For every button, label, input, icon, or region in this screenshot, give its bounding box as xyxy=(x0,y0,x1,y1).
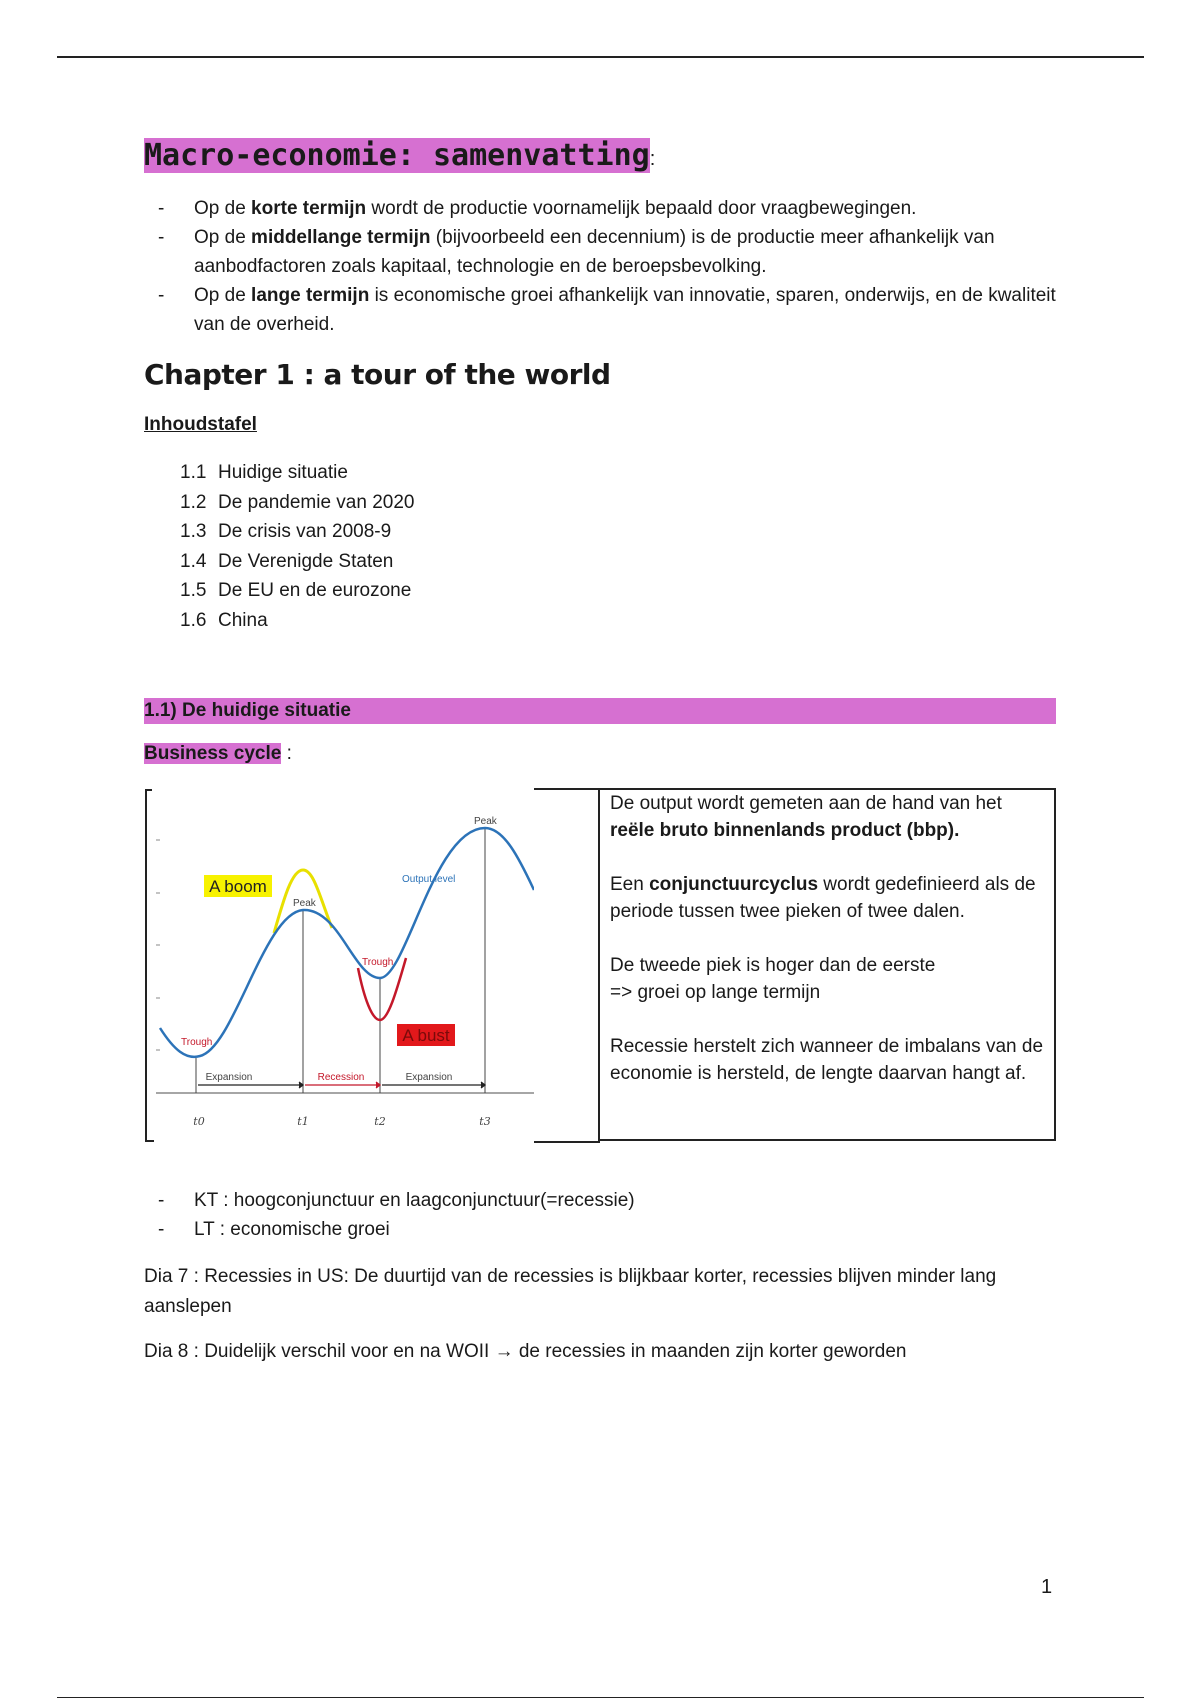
list-item: - LT : economische groei xyxy=(144,1215,1064,1244)
intro-list xyxy=(144,194,1064,339)
business-cycle-chart xyxy=(144,788,534,1143)
bust-label: A bust xyxy=(402,1026,450,1045)
toc-title: Inhoudstafel xyxy=(144,414,257,435)
summary-list xyxy=(144,1186,1064,1244)
list-item: - KT : hoogconjunctuur en laagconjunctuur(=recessie) xyxy=(144,1186,1064,1215)
business-cycle-heading: Business cycle : xyxy=(144,743,292,764)
trough-label: Trough xyxy=(181,1037,213,1048)
output-curve xyxy=(160,828,534,1057)
header-rule xyxy=(57,56,1144,58)
peak-label: Peak xyxy=(474,816,497,827)
x-tick-label: t1 xyxy=(297,1115,309,1128)
toc-item: 1.6 China xyxy=(180,609,268,631)
explanation-cell xyxy=(598,788,1056,1141)
toc-item: 1.3 De crisis van 2008-9 xyxy=(180,521,392,542)
business-cycle-figure xyxy=(144,788,1056,1143)
toc-item: 1.2 De pandemie van 2020 xyxy=(180,491,415,513)
list-item: - Op de middellange termijn (bijvoorbeeld een decennium) is de productie meer afhankelijk van aanbodfactoren zoals kapitaal, technologie en de beroepsbevolking. xyxy=(144,223,1064,281)
footer-rule xyxy=(57,1697,1144,1698)
paragraph-dia-7: Dia 7 : Recessies in US: De duurtijd van de recessies is blijkbaar korter, recessies blijven minder lang aanslepen xyxy=(144,1266,997,1317)
paragraph-dia-8: Dia 8 : Duidelijk verschil voor en na WOII → de recessies in maanden zijn korter geworden xyxy=(144,1341,907,1362)
explanation-paragraph: Een conjunctuurcyclus wordt gedefinieerd als de periode tussen twee pieken of twee dalen. xyxy=(610,874,1036,922)
explanation-paragraph: De output wordt gemeten aan de hand van het reële bruto binnenlands product (bbp). xyxy=(610,793,1002,841)
chart-svg xyxy=(144,788,534,1143)
trough-label: Trough xyxy=(362,957,394,968)
x-tick-label: t2 xyxy=(374,1115,386,1128)
table-border xyxy=(534,788,600,790)
chapter-title: Chapter 1 : a tour of the world xyxy=(144,358,611,391)
page-number: 1 xyxy=(1041,1576,1053,1598)
peak-label: Peak xyxy=(293,898,316,909)
toc-item: 1.5 De EU en de eurozone xyxy=(180,580,412,601)
output-level-label: Output level xyxy=(402,874,456,885)
phase-label: Recession xyxy=(317,1072,365,1083)
toc-item: 1.1 Huidige situatie xyxy=(180,462,348,483)
arrow-icon: → xyxy=(494,1341,514,1362)
explanation-paragraph: De tweede piek is hoger dan de eerste => groei op lange termijn xyxy=(610,955,936,1003)
table-border xyxy=(534,1141,600,1143)
boom-label: A boom xyxy=(209,877,267,896)
y-axis-ticks xyxy=(156,840,160,1050)
toc-item: 1.4 De Verenigde Staten xyxy=(180,550,394,572)
explanation-paragraph: Recessie herstelt zich wanneer de imbalans van de economie is hersteld, de lengte daarvan hangt af. xyxy=(610,1036,1044,1084)
phase-label: Expansion xyxy=(405,1072,453,1083)
x-tick-label: t0 xyxy=(193,1115,205,1128)
section-heading: 1.1) De huidige situatie xyxy=(144,698,1056,724)
list-item: - Op de lange termijn is economische groei afhankelijk van innovatie, sparen, onderwijs, en de kwaliteit van de overheid. xyxy=(144,281,1064,339)
x-tick-label: t3 xyxy=(479,1115,491,1128)
document-title: Macro-economie: samenvatting: xyxy=(144,138,656,173)
time-ticks xyxy=(193,1115,490,1128)
list-item: - Op de korte termijn wordt de productie voornamelijk bepaald door vraagbewegingen. xyxy=(144,194,1064,223)
chart-border xyxy=(146,790,154,1141)
table-of-contents xyxy=(180,458,414,635)
phase-label: Expansion xyxy=(205,1072,253,1083)
